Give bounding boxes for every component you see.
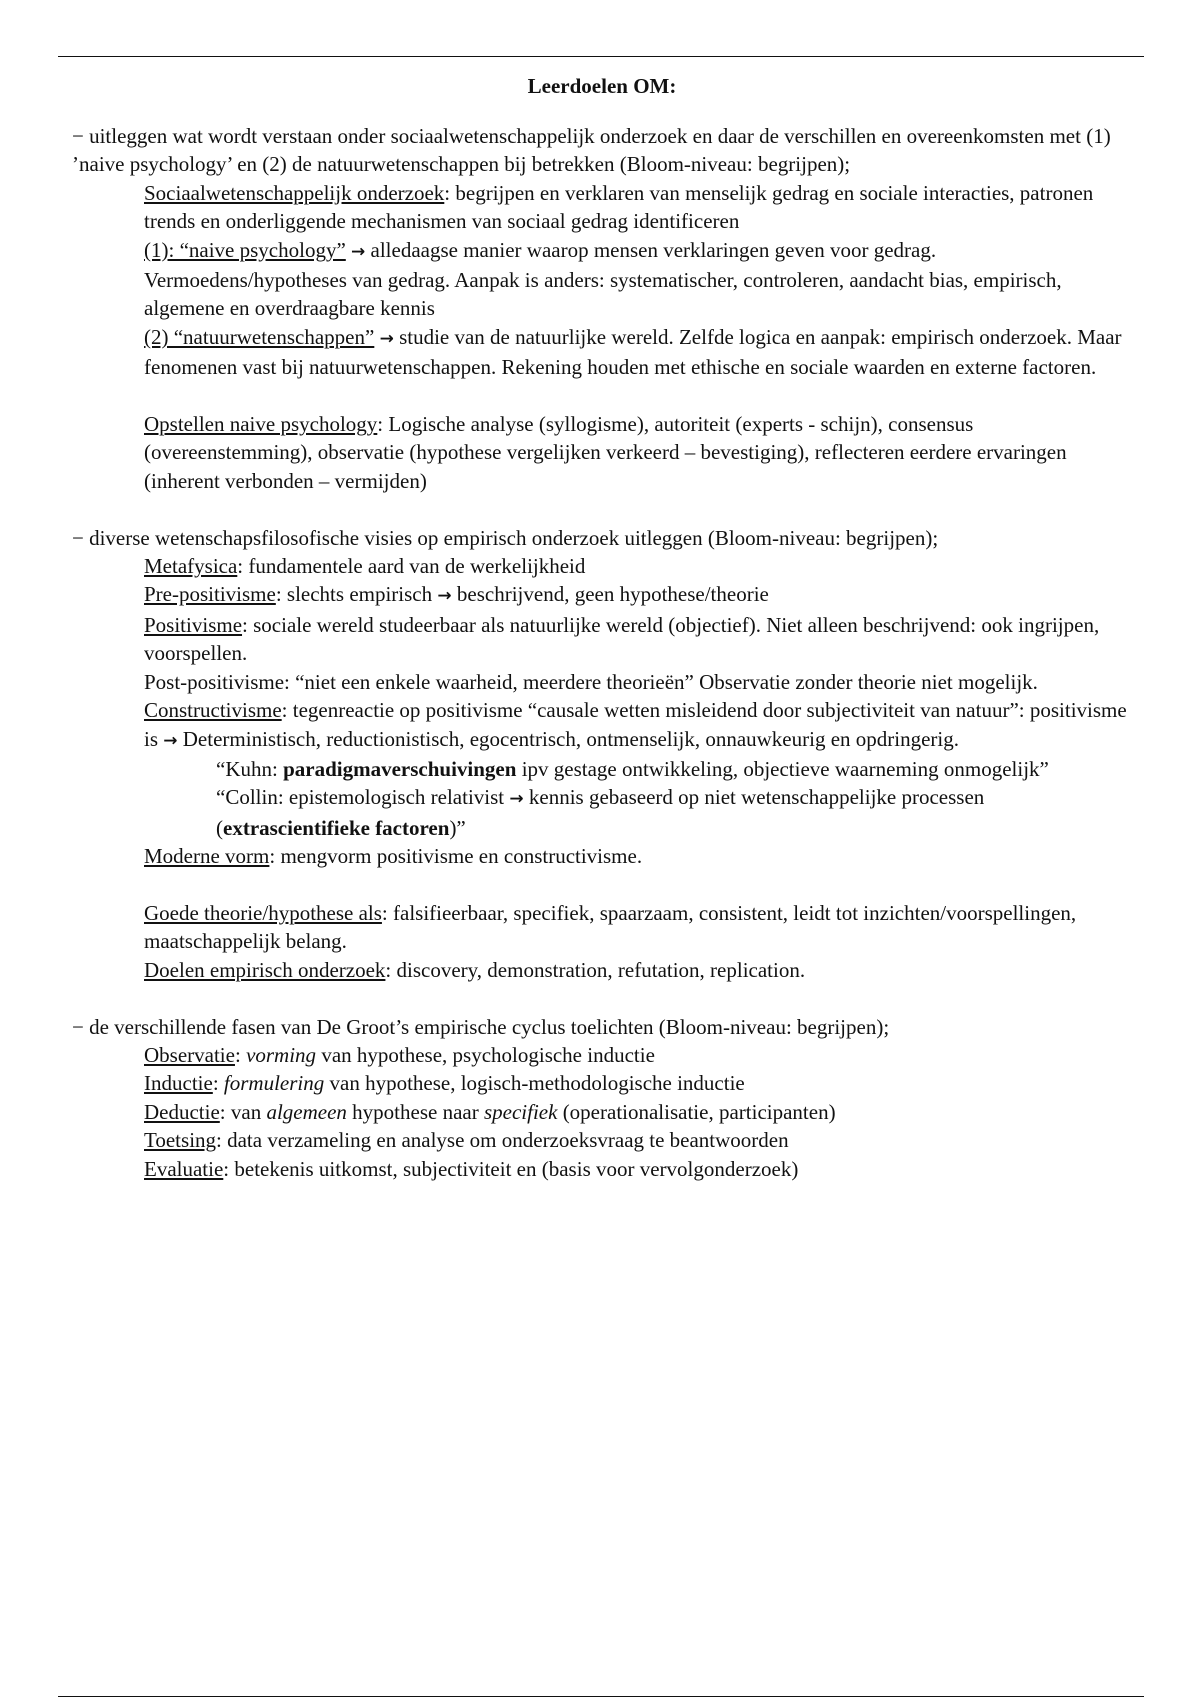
term-sociaalwetenschappelijk: Sociaalwetenschappelijk onderzoek bbox=[144, 180, 445, 205]
natuurwetenschappen-paragraph bbox=[72, 323, 1132, 382]
pre-positivisme-line bbox=[72, 580, 1132, 610]
collin-quote bbox=[72, 783, 1132, 842]
arrow-icon: → bbox=[379, 328, 394, 349]
term-deductie: Deductie bbox=[144, 1099, 220, 1124]
arrow-icon: → bbox=[509, 789, 524, 810]
term-metafysica: Metafysica bbox=[144, 554, 238, 579]
collin-text-a: “Collin: epistemologisch relativist bbox=[216, 785, 510, 810]
learning-goal-1: − uitleggen wat wordt verstaan onder sociaalwetenschappelijk onderzoek en daar de verschillen en overeenkomsten met (1) ’naive psychology’ en (2) de natuurwetenschappen bij betrekken (Bloom-niveau: begrijpen); bbox=[72, 124, 1111, 177]
term-pre-positivisme: Pre-positivisme bbox=[144, 582, 276, 607]
obs-a: : bbox=[234, 1042, 247, 1067]
text-toetsing: : data verzameling en analyse om onderzoeksvraag te beantwoorden bbox=[216, 1128, 789, 1153]
term-inductie: Inductie bbox=[144, 1071, 213, 1096]
ind-b: van hypothese, logisch-methodologische inductie bbox=[324, 1071, 745, 1096]
ded-italic-2: specifiek bbox=[483, 1099, 558, 1124]
goede-theorie-paragraph bbox=[72, 899, 1132, 956]
arrow-icon: → bbox=[351, 241, 366, 262]
bottom-rule bbox=[58, 1696, 1144, 1697]
ded-italic-1: algemeen bbox=[266, 1099, 347, 1124]
text-sociaalwetenschappelijk: : begrijpen en verklaren van menselijk gedrag en sociale interacties, patronen trends en onderliggende mechanismen van sociaal gedrag identificeren bbox=[144, 180, 1094, 234]
collin-text-b: kennis gebaseerd op niet wetenschappelijke processen ( bbox=[216, 785, 985, 840]
page-title: Leerdoelen OM: bbox=[527, 74, 677, 98]
post-positivisme-paragraph: Post-positivisme: “niet een enkele waarheid, meerdere theorieën” Observatie zonder theorie niet mogelijk. bbox=[144, 669, 1038, 694]
moderne-vorm-line bbox=[72, 842, 1132, 870]
text-naive-psychology: alledaagse manier waarop mensen verklaringen geven voor gedrag. Vermoedens/hypotheses van gedrag. Aanpak is anders: systematischer, controleren, aandacht bias, empirisch, algemene en overdraagbare kennis bbox=[144, 237, 1062, 321]
term-moderne-vorm: Moderne vorm bbox=[144, 844, 270, 869]
text-constructivisme-a: : tegenreactie op positivisme “causale wetten misleidend door subjectiviteit van natuur”: positivisme is bbox=[144, 698, 1127, 751]
top-rule bbox=[58, 56, 1144, 57]
observatie-line bbox=[72, 1041, 1132, 1069]
kuhn-bold: paradigmaverschuivingen bbox=[283, 756, 517, 781]
text-positivisme: : sociale wereld studeerbaar als natuurlijke wereld (objectief). Niet alleen beschrijvend: ook ingrijpen, voorspellen. bbox=[144, 612, 1100, 666]
text-metafysica: : fundamentele aard van de werkelijkheid bbox=[237, 554, 586, 579]
opstellen-paragraph bbox=[72, 410, 1132, 495]
constructivisme-paragraph bbox=[72, 696, 1132, 755]
text-constructivisme-b: Deterministisch, reductionistisch, egocentrisch, ontmenselijk, onnauwkeurig en opdringerig. bbox=[177, 726, 959, 751]
obs-b: van hypothese, psychologische inductie bbox=[316, 1042, 655, 1067]
learning-goal-2: − diverse wetenschapsfilosofische visies op empirisch onderzoek uitleggen (Bloom-niveau: begrijpen); bbox=[72, 525, 939, 550]
kuhn-text-c: ipv gestage ontwikkeling, objectieve waarneming onmogelijk” bbox=[516, 756, 1049, 781]
text-pre-positivisme-a: : slechts empirisch bbox=[275, 582, 438, 607]
doelen-line bbox=[72, 956, 1132, 984]
document-page bbox=[72, 72, 1132, 1183]
inductie-line bbox=[72, 1069, 1132, 1097]
metafysica-line bbox=[72, 552, 1132, 580]
evaluatie-line bbox=[72, 1155, 1132, 1183]
ded-c: (operationalisatie, participanten) bbox=[557, 1099, 836, 1124]
text-opstellen: : Logische analyse (syllogisme), autoriteit (experts - schijn), consensus (overeenstemming), observatie (hypothese vergelijken verkeerd – bevestiging), reflecteren eerdere ervaringen (inherent verbonden – vermijden) bbox=[144, 412, 1067, 493]
text-pre-positivisme-b: beschrijvend, geen hypothese/theorie bbox=[451, 582, 769, 607]
sociaalwetenschappelijk-paragraph bbox=[72, 179, 1132, 236]
term-goede-theorie: Goede theorie/hypothese als bbox=[144, 900, 382, 925]
text-evaluatie: : betekenis uitkomst, subjectiviteit en (basis voor vervolgonderzoek) bbox=[223, 1156, 799, 1181]
arrow-icon: → bbox=[163, 730, 178, 751]
term-naive-psychology: (1): “naive psychology” bbox=[144, 237, 346, 262]
ded-b: hypothese naar bbox=[346, 1099, 484, 1124]
term-natuurwetenschappen: (2) “natuurwetenschappen” bbox=[144, 324, 375, 349]
collin-text-d: )” bbox=[449, 815, 466, 840]
naive-psychology-paragraph bbox=[72, 236, 1132, 323]
term-opstellen: Opstellen naive psychology bbox=[144, 412, 378, 437]
collin-bold: extrascientifieke factoren bbox=[223, 815, 450, 840]
term-observatie: Observatie bbox=[144, 1042, 235, 1067]
text-moderne-vorm: : mengvorm positivisme en constructivisme. bbox=[269, 844, 643, 869]
text-goede-theorie: : falsifieerbaar, specifiek, spaarzaam, consistent, leidt tot inzichten/voorspellingen, maatschappelijk belang. bbox=[144, 900, 1077, 954]
text-natuurwetenschappen: studie van de natuurlijke wereld. Zelfde logica en aanpak: empirisch onderzoek. Maar fenomenen vast bij natuurwetenschappen. Rekening houden met ethische en sociale waarden en externe factoren. bbox=[144, 324, 1122, 380]
arrow-icon: → bbox=[437, 586, 452, 607]
term-toetsing: Toetsing bbox=[144, 1128, 217, 1153]
ind-a: : bbox=[212, 1071, 224, 1096]
term-positivisme: Positivisme bbox=[144, 612, 243, 637]
term-evaluatie: Evaluatie bbox=[144, 1156, 224, 1181]
term-doelen: Doelen empirisch onderzoek bbox=[144, 957, 386, 982]
learning-goal-3: − de verschillende fasen van De Groot’s empirische cyclus toelichten (Bloom-niveau: begrijpen); bbox=[72, 1014, 890, 1039]
ded-a: : van bbox=[219, 1099, 267, 1124]
toetsing-line bbox=[72, 1126, 1132, 1154]
kuhn-quote bbox=[72, 755, 1132, 783]
text-doelen: : discovery, demonstration, refutation, replication. bbox=[385, 957, 806, 982]
ind-italic: formulering bbox=[223, 1071, 325, 1096]
obs-italic: vorming bbox=[246, 1042, 317, 1067]
positivisme-paragraph bbox=[72, 611, 1132, 668]
deductie-line bbox=[72, 1098, 1132, 1126]
term-constructivisme: Constructivisme bbox=[144, 698, 282, 723]
kuhn-text-a: “Kuhn: bbox=[216, 756, 284, 781]
